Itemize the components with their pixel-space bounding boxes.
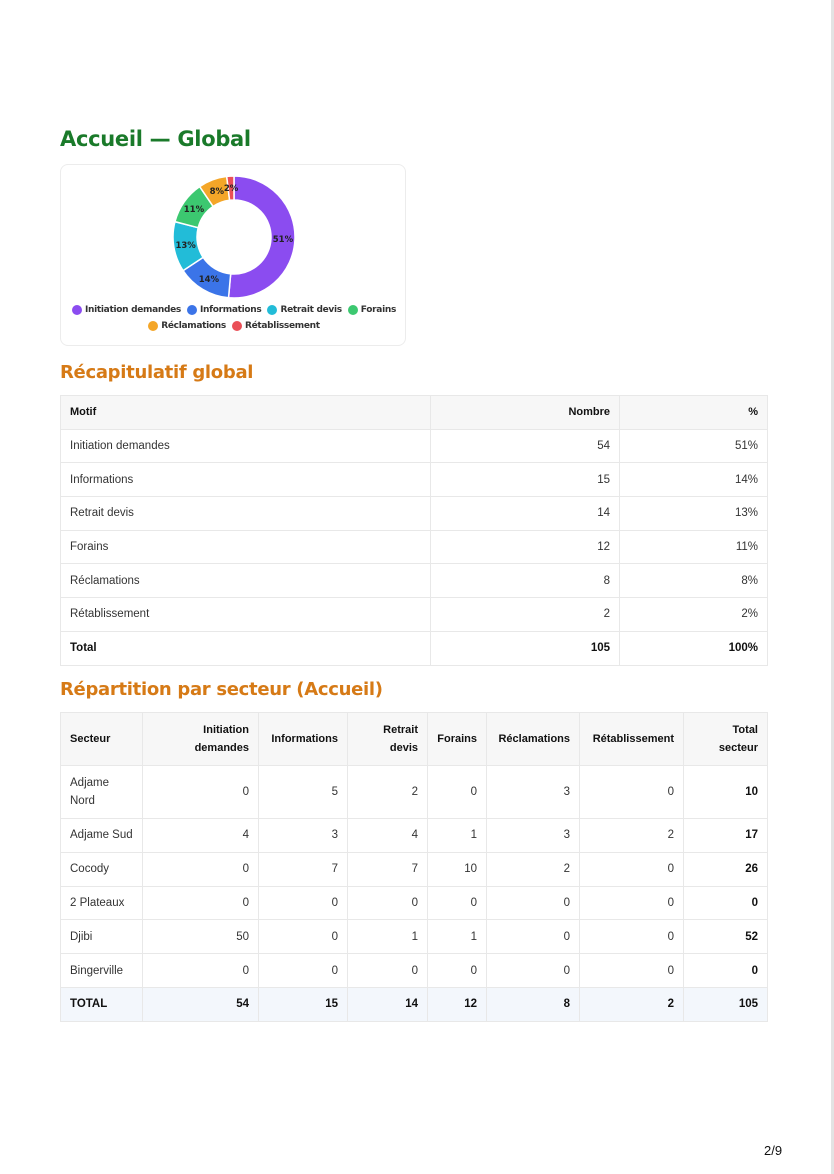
- count-cell-initiation-demandes: 0: [143, 886, 259, 920]
- count-cell-forains: 10: [428, 852, 487, 886]
- count-cell-informations: 7: [259, 852, 348, 886]
- percent-cell: 2%: [620, 598, 768, 632]
- percent-cell: 8%: [620, 564, 768, 598]
- donut-slice-label: 14%: [198, 275, 220, 286]
- col-header-nombre: Nombre: [431, 396, 620, 430]
- sector-name-cell: Adjame Sud: [61, 819, 143, 853]
- count-cell-initiation-demandes: 0: [143, 852, 259, 886]
- col-header-forains: Forains: [428, 713, 487, 766]
- sector-row-djibi: [61, 920, 768, 954]
- total-label-cell: Total: [61, 631, 431, 665]
- motif-cell: Initiation demandes: [61, 429, 431, 463]
- total-cell-retrait-devis: 14: [348, 987, 428, 1021]
- count-cell-total-secteur: 10: [684, 766, 768, 819]
- count-cell-reclamations: 0: [487, 920, 580, 954]
- count-cell-total-secteur: 0: [684, 886, 768, 920]
- count-cell-total-secteur: 26: [684, 852, 768, 886]
- count-cell-informations: 0: [259, 886, 348, 920]
- legend-swatch-icon: [72, 305, 82, 315]
- recap-table: [60, 395, 768, 666]
- count-cell-total-secteur: 0: [684, 954, 768, 988]
- sectors-table: [60, 712, 768, 1022]
- count-cell-retablissement: 0: [580, 766, 684, 819]
- count-cell-retrait-devis: 4: [348, 819, 428, 853]
- legend-item-reclamations[interactable]: [148, 321, 226, 331]
- col-header-motif: Motif: [61, 396, 431, 430]
- count-cell-retablissement: 0: [580, 852, 684, 886]
- motif-cell: Rétablissement: [61, 598, 431, 632]
- total-percent-cell: 100%: [620, 631, 768, 665]
- count-cell-reclamations: 3: [487, 766, 580, 819]
- nombre-cell: 12: [431, 530, 620, 564]
- donut-chart-card: [60, 164, 406, 346]
- recap-header-row: [61, 396, 768, 430]
- recap-row: [61, 598, 768, 632]
- motif-cell: Forains: [61, 530, 431, 564]
- sectors-total-row: [61, 987, 768, 1021]
- legend-item-informations[interactable]: [187, 305, 261, 315]
- count-cell-forains: 1: [428, 920, 487, 954]
- count-cell-retrait-devis: 0: [348, 954, 428, 988]
- total-label-cell: TOTAL: [61, 987, 143, 1021]
- count-cell-forains: 0: [428, 954, 487, 988]
- sector-row-2-plateaux: [61, 886, 768, 920]
- percent-cell: 51%: [620, 429, 768, 463]
- legend-label: Rétablissement: [244, 321, 320, 331]
- recap-row: [61, 497, 768, 531]
- sector-row-adjame-nord: [61, 766, 768, 819]
- legend-label: Retrait devis: [280, 305, 342, 315]
- count-cell-reclamations: 3: [487, 819, 580, 853]
- count-cell-retablissement: 0: [580, 954, 684, 988]
- total-cell-informations: 15: [259, 987, 348, 1021]
- count-cell-initiation-demandes: 4: [143, 819, 259, 853]
- count-cell-informations: 0: [259, 954, 348, 988]
- legend-swatch-icon: [267, 305, 277, 315]
- count-cell-retrait-devis: 2: [348, 766, 428, 819]
- sectors-header-row: [61, 713, 768, 766]
- count-cell-total-secteur: 52: [684, 920, 768, 954]
- donut-slice-label: 51%: [272, 235, 294, 246]
- count-cell-retablissement: 0: [580, 886, 684, 920]
- motif-cell: Retrait devis: [61, 497, 431, 531]
- count-cell-informations: 0: [259, 920, 348, 954]
- nombre-cell: 8: [431, 564, 620, 598]
- legend-label: Forains: [360, 305, 397, 315]
- count-cell-reclamations: 0: [487, 954, 580, 988]
- motif-cell: Informations: [61, 463, 431, 497]
- recap-row: [61, 463, 768, 497]
- sector-name-cell: Bingerville: [61, 954, 143, 988]
- count-cell-informations: 5: [259, 766, 348, 819]
- percent-cell: 11%: [620, 530, 768, 564]
- col-header-percent: %: [620, 396, 768, 430]
- motif-cell: Réclamations: [61, 564, 431, 598]
- total-cell-initiation-demandes: 54: [143, 987, 259, 1021]
- col-header-retrait-devis: Retrait devis: [348, 713, 428, 766]
- legend-swatch-icon: [232, 321, 242, 331]
- legend-label: Réclamations: [161, 321, 226, 331]
- count-cell-retablissement: 2: [580, 819, 684, 853]
- recap-row: [61, 564, 768, 598]
- count-cell-forains: 1: [428, 819, 487, 853]
- count-cell-reclamations: 2: [487, 852, 580, 886]
- total-nombre-cell: 105: [431, 631, 620, 665]
- sector-row-adjame-sud: [61, 819, 768, 853]
- count-cell-retrait-devis: 0: [348, 886, 428, 920]
- recap-row: [61, 429, 768, 463]
- count-cell-forains: 0: [428, 766, 487, 819]
- sector-name-cell: Adjame Nord: [61, 766, 143, 819]
- legend-item-retablissement[interactable]: [232, 321, 320, 331]
- total-cell-reclamations: 8: [487, 987, 580, 1021]
- nombre-cell: 14: [431, 497, 620, 531]
- chart-legend-row-1: [61, 305, 407, 315]
- chart-legend-row-2: [61, 321, 407, 331]
- nombre-cell: 2: [431, 598, 620, 632]
- recap-section-title: Récapitulatif global: [60, 362, 254, 383]
- page-number: 2/9: [764, 1143, 783, 1158]
- col-header-reclamations: Réclamations: [487, 713, 580, 766]
- legend-item-initiation-demandes[interactable]: [72, 305, 181, 315]
- sectors-section-title: Répartition par secteur (Accueil): [60, 679, 383, 700]
- percent-cell: 14%: [620, 463, 768, 497]
- legend-item-forains[interactable]: [348, 305, 396, 315]
- count-cell-retrait-devis: 1: [348, 920, 428, 954]
- percent-cell: 13%: [620, 497, 768, 531]
- total-cell-retablissement: 2: [580, 987, 684, 1021]
- sector-row-bingerville: [61, 954, 768, 988]
- col-header-informations: Informations: [259, 713, 348, 766]
- page-title: Accueil — Global: [60, 127, 251, 151]
- recap-total-row: [61, 631, 768, 665]
- legend-item-retrait-devis[interactable]: [267, 305, 341, 315]
- donut-slice-label: 8%: [209, 187, 225, 198]
- count-cell-initiation-demandes: 0: [143, 954, 259, 988]
- count-cell-retrait-devis: 7: [348, 852, 428, 886]
- total-cell-total-secteur: 105: [684, 987, 768, 1021]
- sector-name-cell: Cocody: [61, 852, 143, 886]
- sector-row-cocody: [61, 852, 768, 886]
- col-header-secteur: Secteur: [61, 713, 143, 766]
- donut-slice-label: 13%: [175, 241, 196, 252]
- count-cell-reclamations: 0: [487, 886, 580, 920]
- col-header-total-secteur: Total secteur: [684, 713, 768, 766]
- sector-name-cell: 2 Plateaux: [61, 886, 143, 920]
- donut-slice-label: 2%: [223, 184, 239, 195]
- count-cell-initiation-demandes: 0: [143, 766, 259, 819]
- sector-name-cell: Djibi: [61, 920, 143, 954]
- legend-swatch-icon: [348, 305, 358, 315]
- count-cell-informations: 3: [259, 819, 348, 853]
- nombre-cell: 54: [431, 429, 620, 463]
- nombre-cell: 15: [431, 463, 620, 497]
- recap-row: [61, 530, 768, 564]
- total-cell-forains: 12: [428, 987, 487, 1021]
- legend-swatch-icon: [148, 321, 158, 331]
- donut-chart: [61, 165, 407, 347]
- count-cell-total-secteur: 17: [684, 819, 768, 853]
- legend-label: Initiation demandes: [84, 305, 181, 315]
- count-cell-forains: 0: [428, 886, 487, 920]
- col-header-initiation-demandes: Initiation demandes: [143, 713, 259, 766]
- legend-swatch-icon: [187, 305, 197, 315]
- count-cell-retablissement: 0: [580, 920, 684, 954]
- legend-label: Informations: [199, 305, 262, 315]
- donut-slice-label: 11%: [183, 204, 205, 215]
- count-cell-initiation-demandes: 50: [143, 920, 259, 954]
- col-header-retablissement: Rétablissement: [580, 713, 684, 766]
